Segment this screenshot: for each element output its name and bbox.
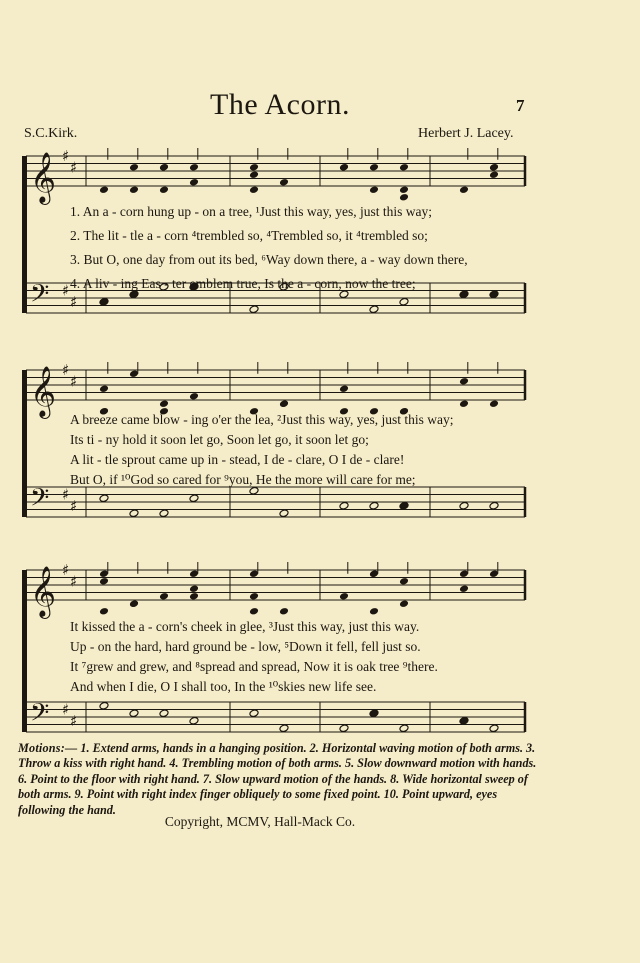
music-system-2 bbox=[20, 362, 530, 527]
music-system-3 bbox=[20, 562, 530, 740]
svg-text:♯: ♯ bbox=[70, 158, 78, 177]
svg-text:♯: ♯ bbox=[62, 281, 70, 300]
composer: Herbert J. Lacey. bbox=[418, 126, 514, 141]
lyric-verse-4: And when I die, O I shall too, In the ¹⁰skies new life see. bbox=[70, 679, 377, 694]
svg-text:𝄢: 𝄢 bbox=[30, 698, 50, 734]
svg-text:♯: ♯ bbox=[70, 711, 78, 730]
lyricist: S.C.Kirk. bbox=[24, 126, 78, 141]
lyric-verse-3: A lit - tle sprout came up in - stead, I de - clare, O I de - clare! bbox=[70, 452, 405, 467]
page-number: 7 bbox=[516, 96, 525, 115]
svg-text:𝄞: 𝄞 bbox=[30, 366, 57, 417]
svg-text:𝄞: 𝄞 bbox=[30, 152, 57, 203]
lyric-verse-1: 1. An a - corn hung up - on a tree, ¹Just this way, yes, just this way; bbox=[70, 204, 432, 219]
copyright-notice: Copyright, MCMV, Hall-Mack Co. bbox=[164, 814, 356, 829]
lyric-verse-2: 2. The lit - tle a - corn ⁴trembled so, ⁴Trembled so, it ⁴trembled so; bbox=[70, 228, 428, 243]
svg-text:♯: ♯ bbox=[70, 496, 78, 515]
lyric-verse-3: 3. But O, one day from out its bed, ⁶Way down there, a - way down there, bbox=[70, 252, 468, 267]
svg-text:♯: ♯ bbox=[62, 362, 70, 379]
svg-text:𝄞: 𝄞 bbox=[30, 566, 57, 617]
motions-label: Motions:— bbox=[18, 741, 78, 755]
music-system-1 bbox=[20, 148, 530, 338]
svg-text:♯: ♯ bbox=[70, 372, 78, 391]
lyric-verse-4: 4. A liv - ing Eas - ter emblem true, Is the a - corn, now the tree; bbox=[70, 276, 416, 291]
svg-text:♯: ♯ bbox=[70, 572, 78, 591]
lyric-verse-2: Up - on the hard, hard ground be - low, ⁵Down it fell, fell just so. bbox=[70, 639, 421, 654]
lyric-verse-3: It ⁷grew and grew, and ⁸spread and spread, Now it is oak tree ⁹there. bbox=[70, 659, 438, 674]
svg-text:𝄢: 𝄢 bbox=[30, 483, 50, 519]
svg-text:♯: ♯ bbox=[62, 485, 70, 504]
lyric-verse-1: A breeze came blow - ing o'er the lea, ²Just this way, yes, just this way; bbox=[70, 412, 454, 427]
svg-text:♯: ♯ bbox=[70, 292, 78, 311]
motions-text: 1. Extend arms, hands in a hanging position. 2. Horizontal waving motion of both arms. 3. Throw a kiss with right hand. 4. Trembling motion of both arms. 5. Slow downward motion with hands. 6. Point to the floor with right hand. 7. Slow upward motion of the hands. 8. Wide horizontal sweep of both arms. 9. Point with right index finger obliquely to some fixed point. 10. Point upward, eyes following the hand. bbox=[18, 741, 537, 817]
motions-footnote bbox=[18, 741, 538, 818]
svg-text:♯: ♯ bbox=[62, 562, 70, 579]
lyric-verse-4: But O, if ¹⁰God so cared for ⁹you, He the more will care for me; bbox=[70, 472, 416, 487]
svg-text:♯: ♯ bbox=[62, 700, 70, 719]
svg-text:♯: ♯ bbox=[62, 148, 70, 165]
lyric-verse-2: Its ti - ny hold it soon let go, Soon let go, it soon let go; bbox=[70, 432, 369, 447]
lyric-verse-1: It kissed the a - corn's cheek in glee, ³Just this way, just this way. bbox=[70, 619, 420, 634]
page-title: The Acorn. bbox=[210, 88, 350, 121]
svg-text:𝄢: 𝄢 bbox=[30, 279, 50, 315]
